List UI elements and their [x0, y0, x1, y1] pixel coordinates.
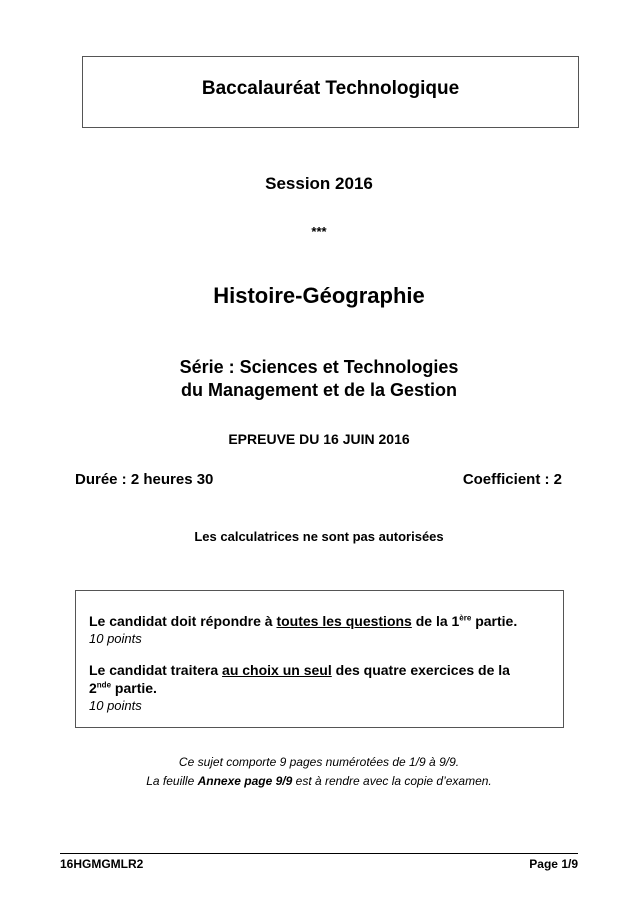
instruction-part1: [89, 613, 517, 629]
exam-title: Baccalauréat Technologique: [201, 78, 460, 99]
subject-title: Histoire-Géographie: [213, 283, 425, 308]
coefficient-label: Coefficient : 2: [462, 471, 562, 488]
page-number: Page 1/9: [529, 857, 578, 871]
instruction-part1-text: Le candidat doit répondre à: [89, 613, 277, 629]
annex-note-before: La feuille: [146, 774, 198, 788]
calculator-notice: Les calculatrices ne sont pas autorisées: [194, 529, 444, 544]
instruction-part1-underlined: toutes les questions: [276, 613, 412, 629]
title-box: [82, 56, 579, 128]
instruction-part2-end: partie.: [111, 680, 157, 696]
session-label: Session 2016: [265, 174, 373, 193]
footer-code: 16HGMGMLR2: [60, 857, 144, 871]
instruction-part2-points: 10 points: [89, 698, 142, 713]
instruction-part2-line2: [89, 680, 157, 696]
duration-label: Durée : 2 heures 30: [75, 471, 214, 488]
instruction-part1-after: de la 1: [411, 613, 460, 629]
instruction-part2-after: des quatre exercices de la: [331, 662, 510, 678]
instruction-part1-points: 10 points: [89, 631, 142, 646]
instruction-part2-underlined: au choix un seul: [222, 662, 332, 678]
instructions-box: [75, 590, 564, 728]
serie-line-1: Série : Sciences et Technologies: [179, 357, 459, 377]
exam-date: EPREUVE DU 16 JUIN 2016: [228, 431, 410, 447]
separator-stars: ***: [311, 224, 327, 239]
footer-divider: [60, 853, 578, 854]
instruction-part2-text: Le candidat traitera: [89, 662, 223, 678]
instruction-part2-sup: nde: [96, 680, 112, 690]
instruction-part2: [89, 662, 510, 678]
annex-note-bold: Annexe page 9/9: [197, 774, 293, 788]
annex-note-after: est à rendre avec la copie d’examen.: [292, 774, 492, 788]
serie-line-2: du Management et de la Gestion: [180, 380, 458, 400]
annex-note: [0, 774, 638, 788]
instruction-part2-num: 2: [89, 680, 97, 696]
pages-note: Ce sujet comporte 9 pages numérotées de 1/9 à 9/9.: [178, 755, 460, 769]
instruction-part1-end: partie.: [471, 613, 518, 629]
instruction-part1-sup: ère: [459, 613, 472, 623]
